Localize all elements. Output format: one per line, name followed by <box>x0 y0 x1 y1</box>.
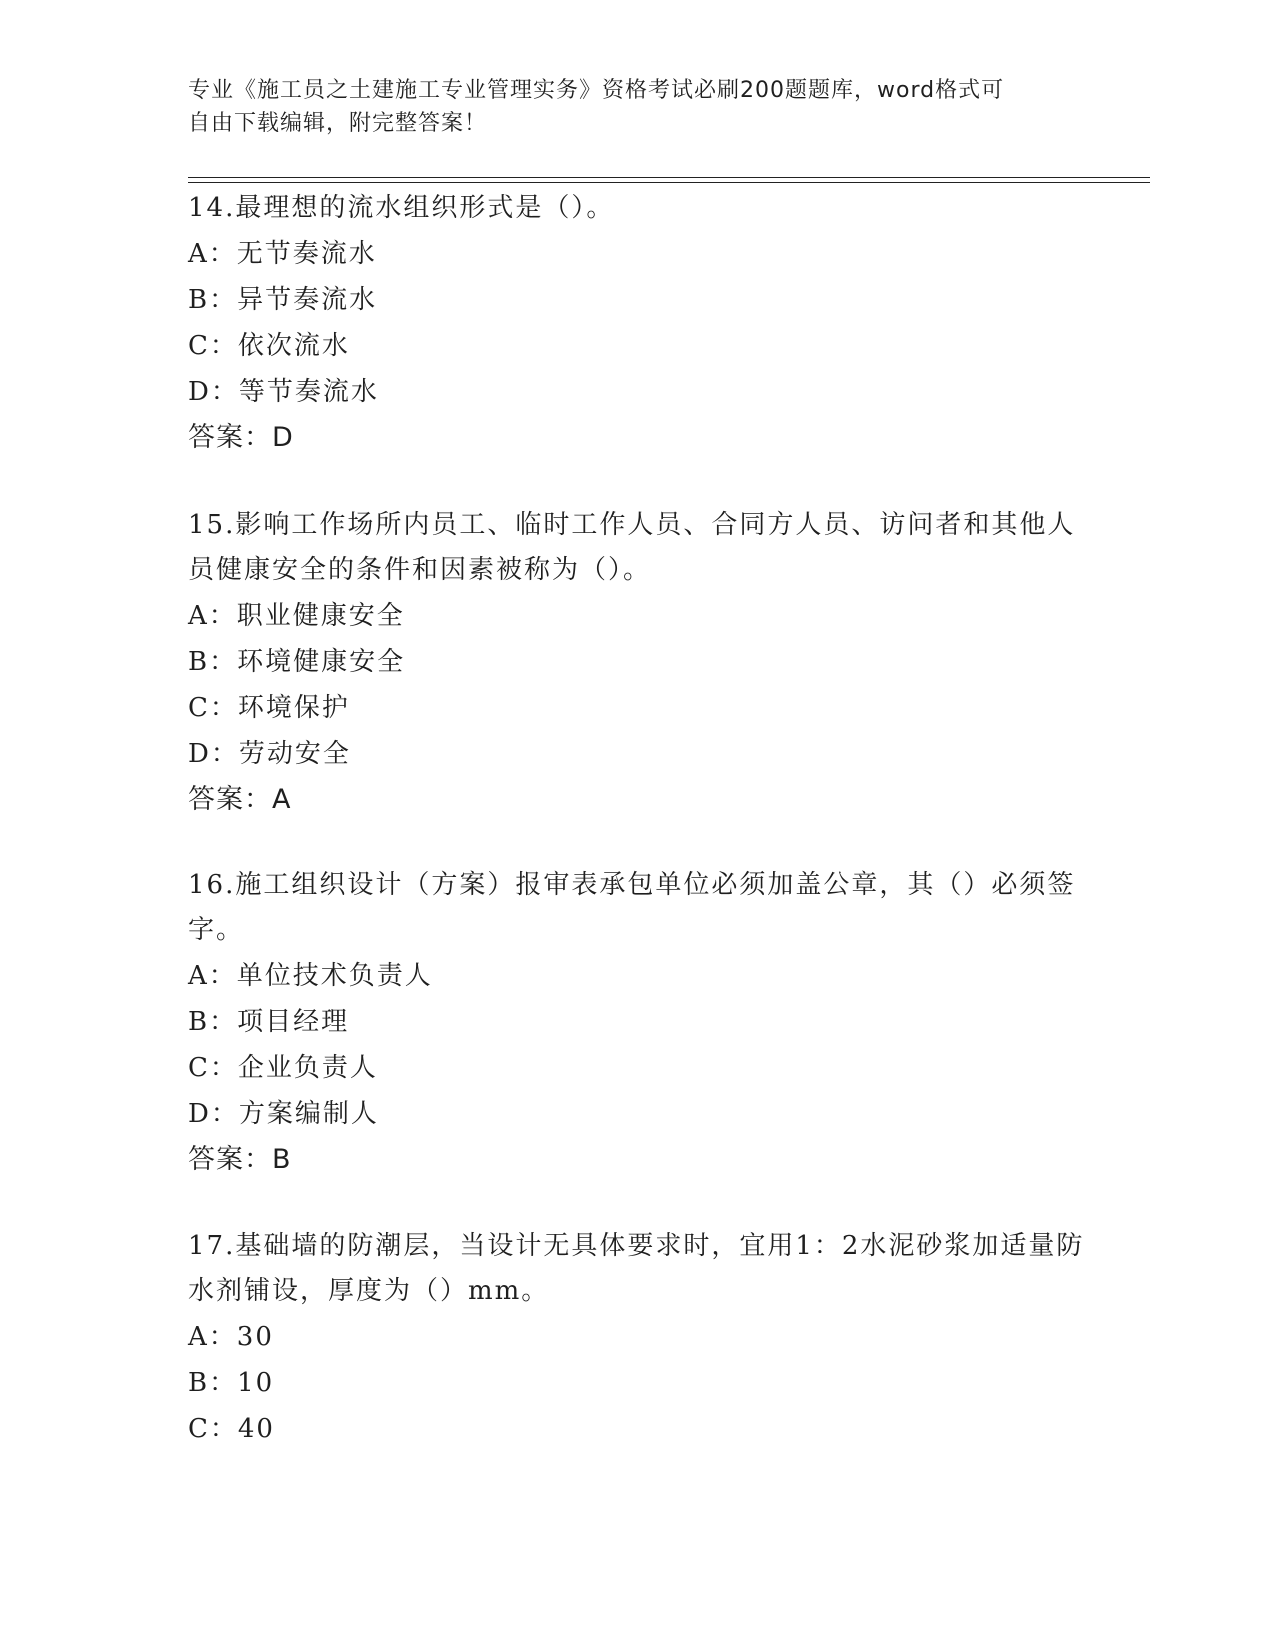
option-a: A：单位技术负责人 <box>188 961 433 991</box>
option-c: C：环境保护 <box>188 693 350 723</box>
option-a: A：职业健康安全 <box>188 601 405 631</box>
question-15 <box>188 503 1088 823</box>
question-14 <box>188 186 1088 461</box>
option-b: B：10 <box>188 1368 275 1398</box>
option-d: D：方案编制人 <box>188 1099 379 1129</box>
header-divider-bottom <box>188 182 1150 183</box>
question-stem: 15.影响工作场所内员工、临时工作人员、合同方人员、访问者和其他人员健康安全的条件和因素被称为（）。 <box>188 510 1076 585</box>
question-17 <box>188 1224 1088 1452</box>
option-a: A：无节奏流水 <box>188 239 377 269</box>
option-a: A：30 <box>188 1322 274 1352</box>
question-stem: 16.施工组织设计（方案）报审表承包单位必须加盖公章，其（）必须签字。 <box>188 870 1076 945</box>
header-line-1: 专业《施工员之土建施工专业管理实务》资格考试必刷200题题库，word格式可 <box>188 78 1005 103</box>
header-divider-top <box>188 177 1150 178</box>
option-d: D：等节奏流水 <box>188 377 379 407</box>
document-header <box>188 74 1068 140</box>
option-b: B：环境健康安全 <box>188 647 406 677</box>
option-d: D：劳动安全 <box>188 739 351 769</box>
header-line-2: 自由下载编辑，附完整答案！ <box>188 111 488 136</box>
answer: 答案：D <box>188 422 294 453</box>
question-stem: 17.基础墙的防潮层，当设计无具体要求时，宜用1：2水泥砂浆加适量防水剂铺设，厚度为（）mm。 <box>188 1231 1085 1306</box>
question-16 <box>188 863 1088 1183</box>
answer: 答案：B <box>188 1144 292 1175</box>
option-b: B：项目经理 <box>188 1007 350 1037</box>
option-b: B：异节奏流水 <box>188 285 378 315</box>
option-c: C：依次流水 <box>188 331 350 361</box>
answer: 答案：A <box>188 784 292 815</box>
option-c: C：40 <box>188 1414 275 1444</box>
question-stem: 14.最理想的流水组织形式是（）。 <box>188 193 615 223</box>
option-c: C：企业负责人 <box>188 1053 378 1083</box>
